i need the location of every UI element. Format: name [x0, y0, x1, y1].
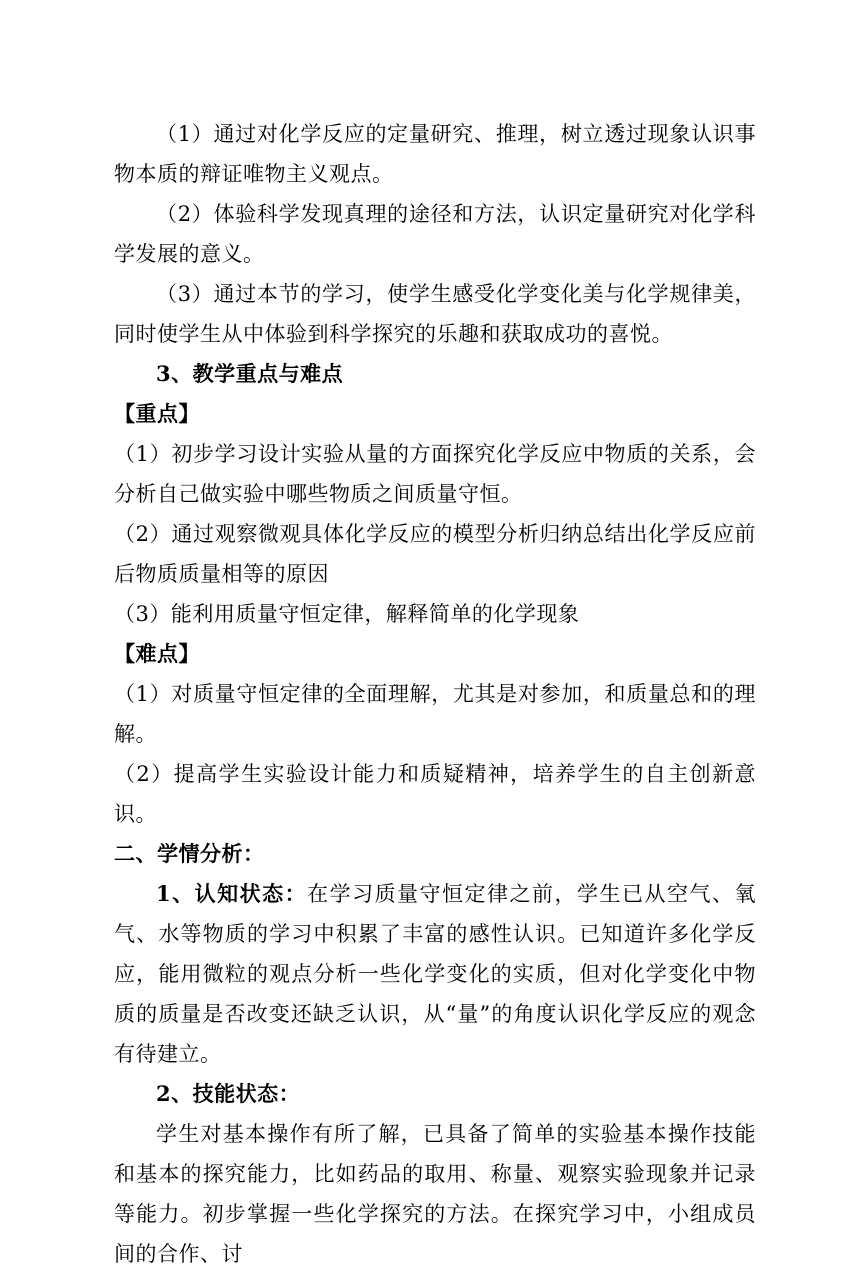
goal-item-3: （3）通过本节的学习，使学生感受化学变化美与化学规律美，同时使学生从中体验到科学探究的乐趣和获取成功的喜悦。: [114, 282, 756, 346]
cognitive-label: 1、认知状态：: [156, 881, 308, 906]
focus-item-3: （3）能利用质量守恒定律，解释简单的化学现象: [114, 602, 580, 626]
difficulty-label: 【难点】: [114, 641, 200, 666]
difficulty-item-2: （2）提高学生实验设计能力和质疑精神，培养学生的自主创新意识。: [114, 762, 756, 826]
goal-item-1: （1）通过对化学反应的定量研究、推理，树立透过现象认识事物本质的辩证唯物主义观点。: [114, 122, 756, 186]
cognitive-text: 在学习质量守恒定律之前，学生已从空气、氧气、水等物质的学习中积累了丰富的感性认识。已知道许多化学反应，能用微粒的观点分析一些化学变化的实质，但对化学变化中物质的质量是否改变还缺乏认识，从“量”的角度认识化学反应的观念有待建立。: [114, 882, 756, 1066]
cognitive-paragraph: [114, 874, 756, 1074]
focus-label: 【重点】: [114, 401, 200, 426]
difficulty-item-1: （1）对质量守恒定律的全面理解，尤其是对参加，和质量总和的理解。: [114, 682, 756, 746]
goal-item-2: （2）体验科学发现真理的途径和方法，认识定量研究对化学科学发展的意义。: [114, 202, 756, 266]
skill-label: 2、技能状态：: [156, 1081, 301, 1106]
key-points-heading: 3、教学重点与难点: [156, 361, 344, 386]
focus-item-1: （1）初步学习设计实验从量的方面探究化学反应中物质的关系，会分析自己做实验中哪些物质之间质量守恒。: [114, 442, 756, 506]
skill-text: 学生对基本操作有所了解，已具备了简单的实验基本操作技能和基本的探究能力，比如药品的取用、称量、观察实验现象并记录等能力。初步掌握一些化学探究的方法。在探究学习中，小组成员间的合作、讨: [114, 1122, 756, 1266]
student-analysis-heading: 二、学情分析：: [114, 841, 265, 866]
focus-item-2: （2）通过观察微观具体化学反应的模型分析归纳总结出化学反应前后物质质量相等的原因: [114, 522, 756, 586]
